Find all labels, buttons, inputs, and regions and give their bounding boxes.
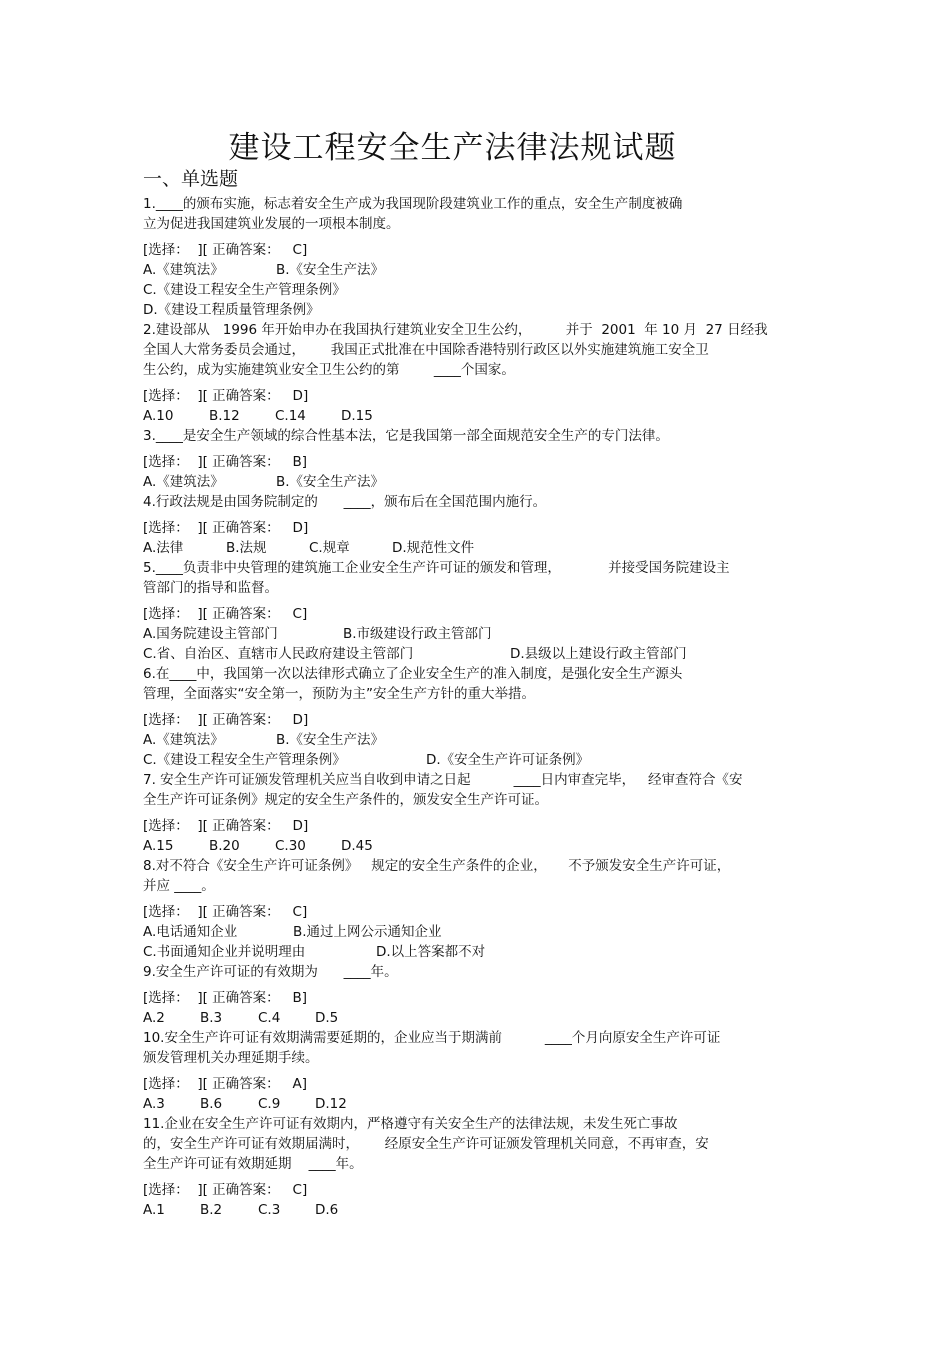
option-row — [143, 644, 823, 664]
option-item: D.规范性文件 — [392, 540, 475, 556]
answer-meta: [选择： ][ 正确答案： C] — [143, 606, 308, 622]
option-item: D.6 — [315, 1202, 339, 1218]
question-item — [143, 320, 823, 426]
option-item: A.《建筑法》 — [143, 732, 224, 748]
option-item: D.以上答案都不对 — [376, 944, 486, 960]
option-item: D.15 — [341, 408, 373, 424]
option-row — [143, 750, 823, 770]
option-row — [143, 260, 823, 280]
option-item: A.1 — [143, 1202, 165, 1218]
option-row — [143, 942, 823, 962]
option-row — [143, 406, 823, 426]
option-item: C.30 — [275, 838, 306, 854]
option-row — [143, 922, 823, 942]
answer-meta: [选择： ][ 正确答案： C] — [143, 904, 308, 920]
option-row — [143, 538, 823, 558]
option-item: D.县级以上建设行政主管部门 — [510, 646, 687, 662]
option-item: B.2 — [200, 1202, 223, 1218]
question-text: 全生产许可证条例》规定的安全生产条件的，颁发安全生产许可证。 — [143, 792, 548, 808]
option-item: A.3 — [143, 1096, 165, 1112]
answer-meta: [选择： ][ 正确答案： C] — [143, 1182, 308, 1198]
question-item — [143, 426, 823, 492]
question-item — [143, 1028, 823, 1114]
question-text: 管理，全面落实“安全第一，预防为主”安全生产方针的重大举措。 — [143, 686, 535, 702]
question-item — [143, 962, 823, 1028]
option-item: A.15 — [143, 838, 174, 854]
answer-meta: [选择： ][ 正确答案： B] — [143, 454, 308, 470]
question-text: 立为促进我国建筑业发展的一项根本制度。 — [143, 216, 400, 232]
question-text: 2.建设部从 1996 年开始申办在我国执行建筑业安全卫生公约， 并于 2001 年 10 月 27 日经我 — [143, 322, 768, 338]
option-item: B.6 — [200, 1096, 223, 1112]
question-text: 管部门的指导和监督。 — [143, 580, 278, 596]
question-text: 9.安全生产许可证的有效期为 ____年。 — [143, 964, 398, 980]
option-item: B.3 — [200, 1010, 223, 1026]
question-text: 4.行政法规是由国务院制定的 ____，颁布后在全国范围内施行。 — [143, 494, 547, 510]
option-item: A.《建筑法》 — [143, 262, 224, 278]
question-item — [143, 492, 823, 558]
question-list — [143, 194, 823, 1220]
question-text: 7. 安全生产许可证颁发管理机关应当自收到申请之日起 ____日内审查完毕， 经审查符合《安 — [143, 772, 743, 788]
question-text: 颁发管理机关办理延期手续。 — [143, 1050, 319, 1066]
question-text: 全生产许可证有效期延期 ____年。 — [143, 1156, 363, 1172]
option-item: B.《安全生产法》 — [276, 732, 385, 748]
section-heading: 一、单选题 — [143, 168, 239, 190]
option-row — [143, 624, 823, 644]
question-text: 全国人大常务委员会通过， 我国正式批准在中国除香港特别行政区以外实施建筑施工安全卫 — [143, 342, 709, 358]
answer-meta: [选择： ][ 正确答案： B] — [143, 990, 308, 1006]
option-row — [143, 300, 823, 320]
option-item: D.《建设工程质量管理条例》 — [143, 302, 320, 318]
option-item: C.《建设工程安全生产管理条例》 — [143, 752, 346, 768]
question-text: 11.企业在安全生产许可证有效期内，严格遵守有关安全生产的法律法规，未发生死亡事故 — [143, 1116, 678, 1132]
option-row — [143, 836, 823, 856]
answer-meta: [选择： ][ 正确答案： D] — [143, 818, 309, 834]
question-text: 5.____负责非中央管理的建筑施工企业安全生产许可证的颁发和管理， 并接受国务院建设主 — [143, 560, 730, 576]
question-text: 的，安全生产许可证有效期届满时， 经原安全生产许可证颁发管理机关同意，不再审查，安 — [143, 1136, 709, 1152]
option-item: A.法律 — [143, 540, 184, 556]
question-text: 并应 ____。 — [143, 878, 215, 894]
question-item — [143, 770, 823, 856]
option-row — [143, 1008, 823, 1028]
question-item — [143, 664, 823, 770]
option-item: C.4 — [258, 1010, 281, 1026]
option-item: D.12 — [315, 1096, 347, 1112]
option-row — [143, 472, 823, 492]
option-item: C.9 — [258, 1096, 281, 1112]
question-text: 1.____的颁布实施，标志着安全生产成为我国现阶段建筑业工作的重点，安全生产制度被确 — [143, 196, 683, 212]
option-item: D.45 — [341, 838, 373, 854]
option-item: C.书面通知企业并说明理由 — [143, 944, 306, 960]
answer-meta: [选择： ][ 正确答案： A] — [143, 1076, 308, 1092]
option-item: A.电话通知企业 — [143, 924, 238, 940]
option-item: B.12 — [209, 408, 240, 424]
question-text: 3.____是安全生产领域的综合性基本法，它是我国第一部全面规范安全生产的专门法律。 — [143, 428, 669, 444]
document-title: 建设工程安全生产法律法规试题 — [228, 130, 677, 166]
option-row — [143, 280, 823, 300]
option-item: D.《安全生产许可证条例》 — [426, 752, 590, 768]
option-item: B.通过上网公示通知企业 — [293, 924, 442, 940]
question-text: 生公约，成为实施建筑业安全卫生公约的第 ____个国家。 — [143, 362, 515, 378]
option-item: A.10 — [143, 408, 174, 424]
answer-meta: [选择： ][ 正确答案： D] — [143, 520, 309, 536]
question-item — [143, 856, 823, 962]
question-item — [143, 558, 823, 664]
question-item — [143, 1114, 823, 1220]
question-text: 6.在____中，我国第一次以法律形式确立了企业安全生产的准入制度，是强化安全生产源头 — [143, 666, 683, 682]
question-text: 10.安全生产许可证有效期满需要延期的，企业应当于期满前 ____个月向原安全生产许可证 — [143, 1030, 721, 1046]
option-item: C.规章 — [309, 540, 350, 556]
option-item: A.2 — [143, 1010, 165, 1026]
question-item — [143, 194, 823, 320]
option-item: B.《安全生产法》 — [276, 474, 385, 490]
option-item: A.国务院建设主管部门 — [143, 626, 278, 642]
option-item: B.法规 — [226, 540, 267, 556]
answer-meta: [选择： ][ 正确答案： C] — [143, 242, 308, 258]
answer-meta: [选择： ][ 正确答案： D] — [143, 712, 309, 728]
option-item: B.20 — [209, 838, 240, 854]
option-item: C.3 — [258, 1202, 281, 1218]
question-text: 8.对不符合《安全生产许可证条例》 规定的安全生产条件的企业， 不予颁发安全生产许可证， — [143, 858, 731, 874]
option-row — [143, 730, 823, 750]
option-item: C.14 — [275, 408, 306, 424]
option-row — [143, 1200, 823, 1220]
answer-meta: [选择： ][ 正确答案： D] — [143, 388, 309, 404]
option-item: A.《建筑法》 — [143, 474, 224, 490]
option-row — [143, 1094, 823, 1114]
option-item: C.省、自治区、直辖市人民政府建设主管部门 — [143, 646, 414, 662]
option-item: B.《安全生产法》 — [276, 262, 385, 278]
option-item: D.5 — [315, 1010, 339, 1026]
option-item: B.市级建设行政主管部门 — [343, 626, 492, 642]
option-item: C.《建设工程安全生产管理条例》 — [143, 282, 346, 298]
